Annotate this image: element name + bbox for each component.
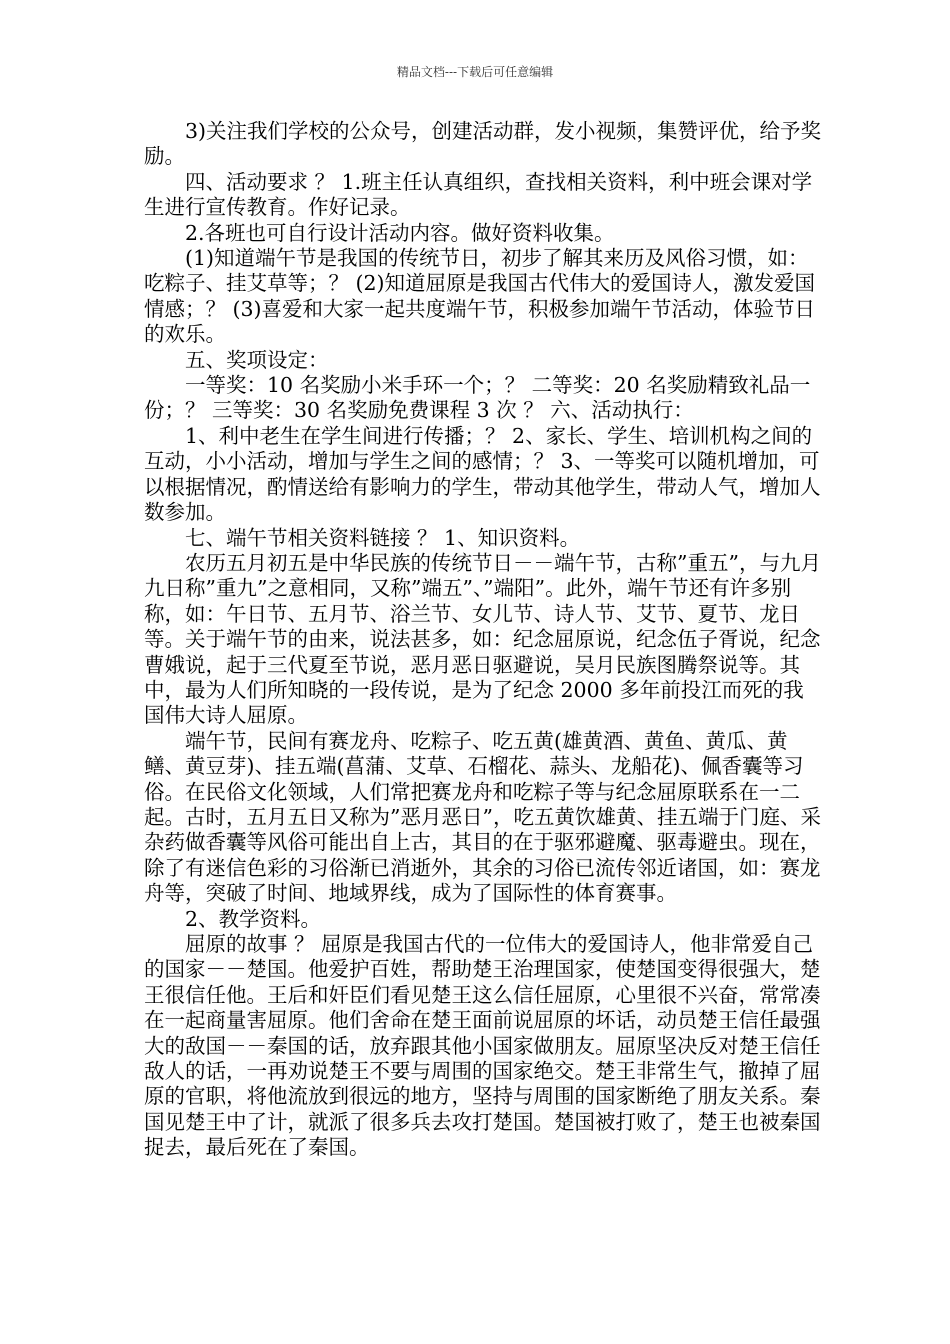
paragraph-awards: 一等奖：10 名奖励小米手环一个；？ 二等奖：20 名奖励精致礼品一份；？ 三等奖：30 名奖励免费课程 3 次 ？ 六、活动执行： xyxy=(144,373,811,423)
page-header: 精品文档---下载后可任意编辑 xyxy=(396,65,554,79)
paragraph-customs: 端午节，民间有赛龙舟、吃粽子、吃五黄(雄黄酒、黄鱼、黄瓜、黄鳝、黄豆芽)、挂五端(菖蒲、艾草、石榴花、蒜头、龙船花)、佩香囊等习俗。在民俗文化领域，人们常把赛龙舟和吃粽子等与纪念屈原联系在一二起。古时，五月五日又称为”恶月恶日”，吃五黄饮雄黄、挂五端于门庭、采杂药做香囊等风俗可能出自上古，其目的在于驱邪避魔、驱毒避虫。现在，除了有迷信色彩的习俗渐已消逝外，其余的习俗已流传邻近诸国，如：赛龙舟等，突破了时间、地域界线，成为了国际性的体育赛事。 xyxy=(144,728,821,906)
paragraph-qu-yuan-story: 屈原的故事 ？ 屈原是我国古代的一位伟大的爱国诗人，他非常爱自己的国家－－楚国。他爱护百姓，帮助楚王治理国家，使楚国变得很强大，楚王很信任他。王后和奸臣们看见楚王这么信任屈原，心里很不兴奋，常常凑在一起商量害屈原。他们舍命在楚王面前说屈原的坏话，动员楚王信任最强大的敌国－－秦国的话，放弃跟其他小国家做朋友。屈原坚决反对楚王信任敌人的话，一再劝说楚王不要与周围的国家绝交。楚王非常生气，撤掉了屈原的官职，将他流放到很远的地方，坚持与周围的国家断绝了朋友关系。秦国见楚王中了计，就派了很多兵去攻打楚国。楚国被打败了，楚王也被秦国捉去，最后死在了秦国。 xyxy=(144,932,821,1160)
document-body xyxy=(144,119,824,1161)
paragraph-requirements: 四、活动要求 ？ 1.班主任认真组织，查找相关资料，利中班会课对学生进行宣传教育。作好记录。 xyxy=(144,169,813,220)
paragraph-links-heading: 七、端午节相关资料链接 ？ 1、知识资料。 xyxy=(185,525,581,550)
paragraph-class-design: 2.各班也可自行设计活动内容。做好资料收集。 xyxy=(185,220,615,245)
paragraph-teaching-heading: 2、教学资料。 xyxy=(185,906,322,931)
paragraph-awards-heading: 五、奖项设定： xyxy=(185,347,329,372)
paragraph-execution: 1、利中老生在学生间进行传播；？ 2、家长、学生、培训机构之间的互动，小小活动，增加与学生之间的感情；？ 3、一等奖可以随机增加，可以根据情况，酌情送给有影响力的学生，带动其他学生，带动人气，增加人数参加。 xyxy=(144,423,821,525)
paragraph-reward: 3)关注我们学校的公众号，创建活动群，发小视频，集赞评优，给予奖励。 xyxy=(144,119,822,169)
paragraph-origin: 农历五月初五是中华民族的传统节日－－端午节，古称”重五”，与九月九日称”重九”之意相同，又称”端五”、”端阳”。此外，端午节还有许多别称，如：午日节、五月节、浴兰节、女儿节、诗人节、艾节、夏节、龙日等。关于端午节的由来，说法甚多，如：纪念屈原说，纪念伍子胥说，纪念曹娥说，起于三代夏至节说，恶月恶日驱避说，吴月民族图腾祭说等。其中，最为人们所知晓的一段传说，是为了纪念 2000 多年前投江而死的我国伟大诗人屈原。 xyxy=(144,550,821,728)
paragraph-goals: (1)知道端午节是我国的传统节日，初步了解其来历及风俗习惯，如：吃粽子、挂艾草等；？ (2)知道屈原是我国古代伟大的爱国诗人，激发爱国情感；？ (3)喜爱和大家一起共度端午节，积极参加端午节活动，体验节日的欢乐。 xyxy=(144,246,816,347)
